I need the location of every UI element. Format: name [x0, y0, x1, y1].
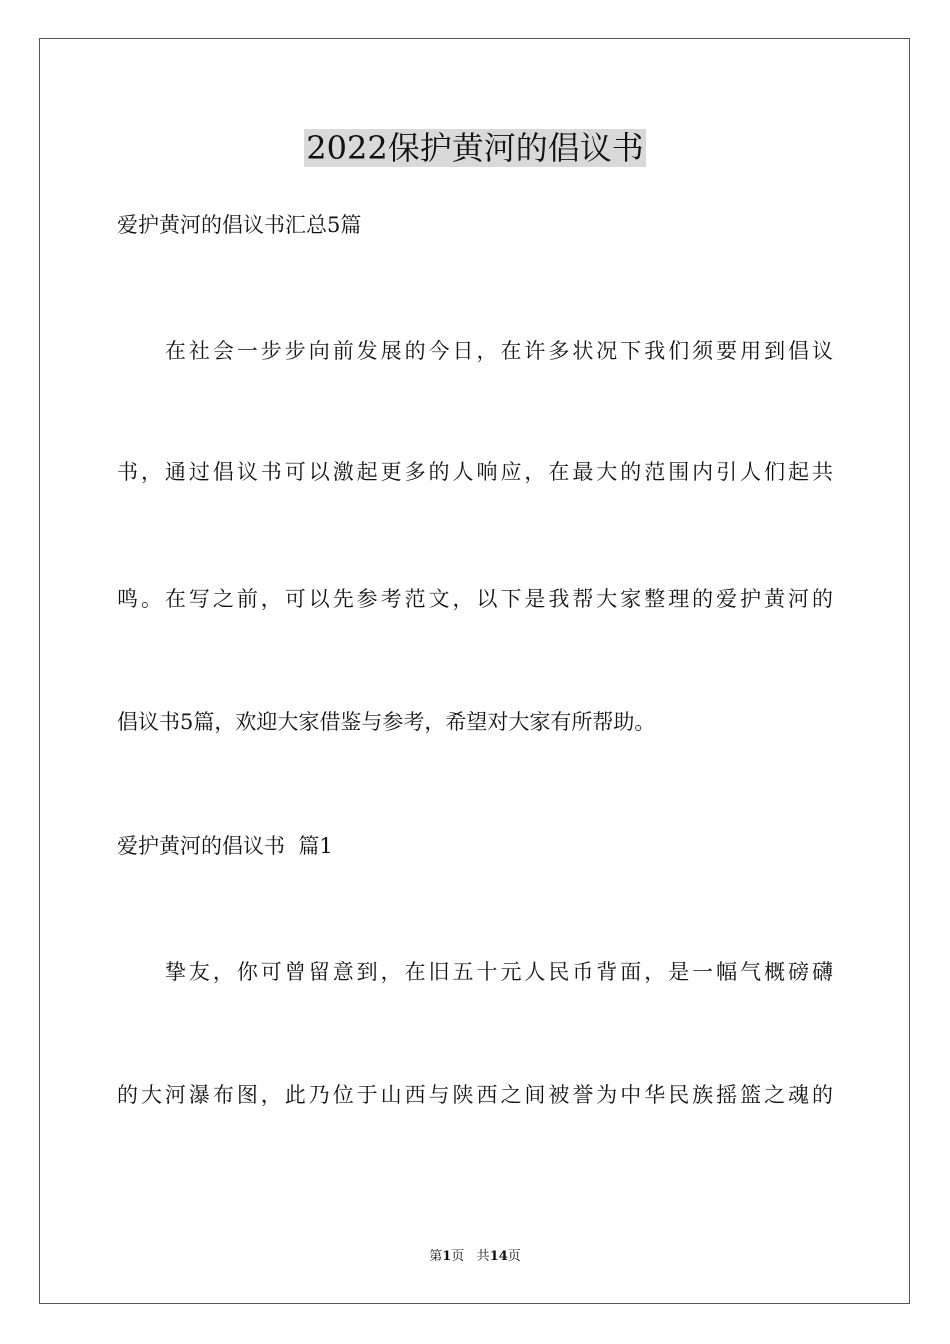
- section-heading: 爱护黄河的倡议书 篇1: [117, 834, 333, 858]
- footer-page-suffix: 页: [451, 1249, 465, 1264]
- paragraph-line: 书，通过倡议书可以激起更多的人响应，在最大的范围内引人们起共: [117, 460, 833, 484]
- document-title: [0, 126, 950, 170]
- paragraph-line: 倡议书5篇，欢迎大家借鉴与参考，希望对大家有所帮助。: [117, 710, 656, 734]
- paragraph-line: 在社会一步步向前发展的今日，在许多状况下我们须要用到倡议: [117, 339, 833, 363]
- document-subtitle: 爱护黄河的倡议书汇总5篇: [117, 213, 362, 237]
- footer-total-pages: 14: [489, 1249, 508, 1264]
- paragraph-line: 鸣。在写之前，可以先参考范文，以下是我帮大家整理的爱护黄河的: [117, 587, 833, 611]
- footer-page-prefix: 第: [429, 1249, 443, 1264]
- page-footer: [0, 1248, 950, 1266]
- paragraph-line: 挚友，你可曾留意到，在旧五十元人民币背面，是一幅气概磅礴: [117, 960, 833, 984]
- document-title-text: 2022保护黄河的倡议书: [306, 129, 644, 167]
- paragraph-line: 的大河瀑布图，此乃位于山西与陕西之间被誉为中华民族摇篮之魂的: [117, 1083, 833, 1107]
- footer-total-prefix: 共: [476, 1249, 490, 1264]
- footer-total-suffix: 页: [507, 1249, 521, 1264]
- footer-page-number: 1: [442, 1249, 452, 1264]
